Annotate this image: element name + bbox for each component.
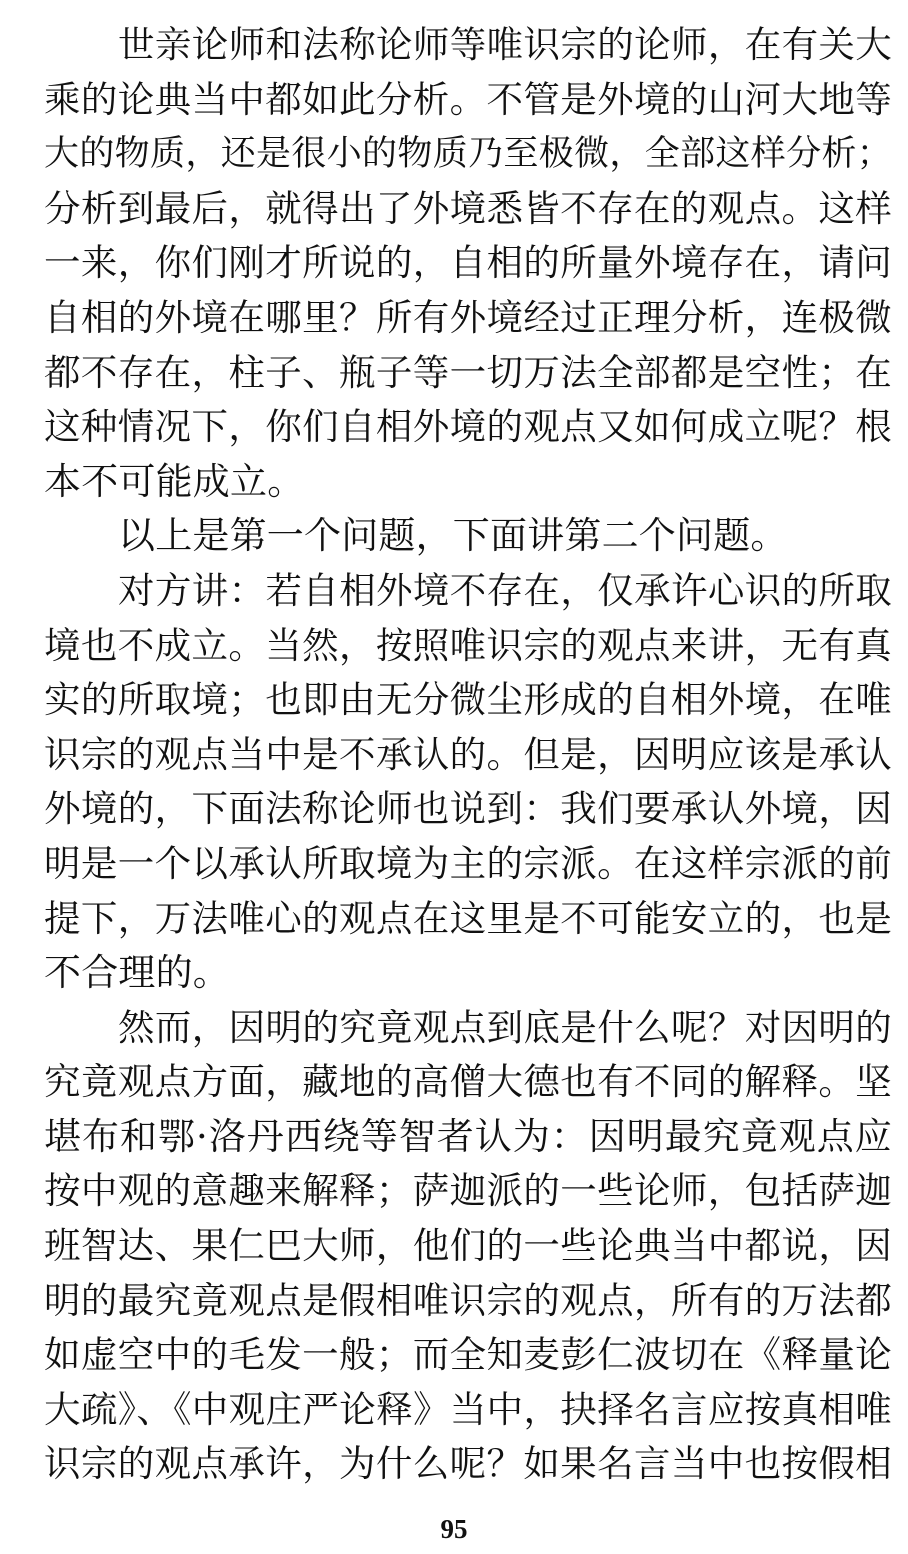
text-line: 本不可能成立。 [44,459,305,503]
text-line: 按中观的意趣来解释；萨迦派的一些论师，包括萨迦 [44,1169,892,1213]
text-line: 这种情况下，你们自相外境的观点又如何成立呢？根 [44,405,892,449]
text-line: 都不存在，柱子、瓶子等一切万法全部都是空性；在 [44,350,892,394]
text-line: 班智达、果仁巴大师，他们的一些论典当中都说，因 [44,1224,892,1268]
text-line: 堪布和鄂·洛丹西绕等智者认为：因明最究竟观点应 [44,1114,892,1158]
text-line: 实的所取境；也即由无分微尘形成的自相外境，在唯 [44,678,892,722]
text-line: 明的最究竟观点是假相唯识宗的观点，所有的万法都 [44,1278,892,1322]
text-line: 识宗的观点当中是不承认的。但是，因明应该是承认 [44,732,892,776]
text-line: 大疏》、《中观庄严论释》当中，抉择名言应按真相唯 [44,1387,892,1431]
text-line: 对方讲：若自相外境不存在，仅承许心识的所取 [118,568,892,612]
text-line: 不合理的。 [44,951,230,995]
text-line: 世亲论师和法称论师等唯识宗的论师，在有关大 [118,23,892,66]
text-line: 分析到最后，就得出了外境悉皆不存在的观点。这样 [44,186,892,230]
page-number: 95 [440,1514,468,1544]
text-line: 大的物质，还是很小的物质乃至极微，全部这样分析； [44,134,892,175]
text-line: 一来，你们刚才所说的，自相的所量外境存在，请问 [44,241,892,285]
text-line: 以上是第一个问题，下面讲第二个问题。 [118,514,788,558]
text-line: 乘的论典当中都如此分析。不管是外境的山河大地等 [44,77,892,121]
text-line: 外境的，下面法称论师也说到：我们要承认外境，因 [44,787,892,831]
text-line: 明是一个以承认所取境为主的宗派。在这样宗派的前 [44,841,892,885]
text-line: 究竟观点方面，藏地的高僧大德也有不同的解释。坚 [44,1060,892,1104]
text-line: 然而，因明的究竟观点到底是什么呢？对因明的 [118,1005,892,1049]
text-line: 如虚空中的毛发一般；而全知麦彭仁波切在《释量论 [44,1333,892,1377]
text-line: 提下，万法唯心的观点在这里是不可能安立的，也是 [44,896,892,940]
text-line: 识宗的观点承许，为什么呢？如果名言当中也按假相 [44,1442,892,1486]
text-line: 境也不成立。当然，按照唯识宗的观点来讲，无有真 [44,623,892,667]
page-body-text [44,18,892,1492]
text-line: 自相的外境在哪里？所有外境经过正理分析，连极微 [44,295,892,339]
